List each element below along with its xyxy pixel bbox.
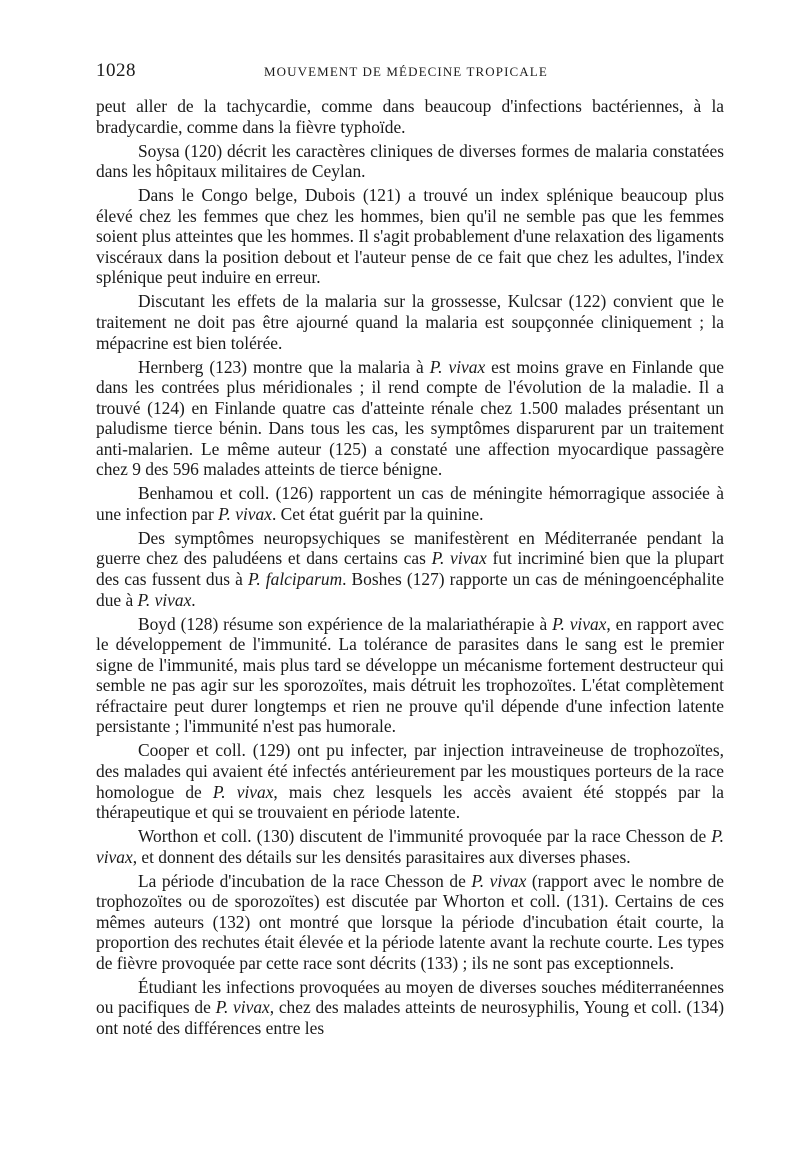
text-run: Worthon et coll. (130) discutent de l'immunité provoquée par la race Chesson de bbox=[138, 826, 712, 847]
italic-species-name: P. falciparum bbox=[247, 569, 343, 590]
text-run: La période d'incubation de la race Chesson de bbox=[138, 870, 472, 891]
paragraph bbox=[96, 141, 724, 182]
text-run: . Boshes (127) rapporte un cas de méningoencéphalite due à bbox=[96, 569, 724, 610]
paragraph bbox=[96, 614, 724, 737]
paragraph bbox=[96, 291, 724, 353]
text-run: Dans le Congo belge, Dubois (121) a trouvé un index splénique beaucoup plus élevé chez les femmes que chez les hommes, bien qu'il ne semble pas que les femmes soient plus atteintes que les hommes. Il s'agit probablement d'une relaxation des ligaments viscéraux dans la position debout et l'auteur pense de ce fait que chez les adultes, l'index splénique peut induire en erreur. bbox=[96, 185, 724, 288]
italic-species-name: P. vivax bbox=[431, 548, 487, 569]
italic-species-name: P. vivax bbox=[429, 356, 486, 377]
italic-species-name: P. vivax bbox=[552, 613, 607, 634]
text-run: (rapport avec le nombre de trophozoïtes ou de sporozoïtes) est discutée par Whorton et coll. (131). Certains de ces mêmes auteurs (132) ont montré que lorsque la période d'incubation était courte, la proportion des rechutes était élevée et la période latente avant la rechute courte. Les types de fièvre provoquée par cette race sont décrits (133) ; ils ne sont pas exceptionnels. bbox=[96, 870, 724, 973]
body-text bbox=[96, 96, 724, 1042]
page-header bbox=[96, 60, 726, 86]
italic-species-name: P. vivax bbox=[218, 503, 272, 524]
paragraph bbox=[96, 96, 724, 137]
text-run: Des symptômes neuropsychiques se manifestèrent en Méditerranée pendant la guerre chez des paludéens et dans certains cas bbox=[96, 527, 724, 569]
page-number: 1028 bbox=[96, 60, 136, 81]
text-run: fut incriminé bien que la plupart des cas fussent dus à bbox=[96, 548, 724, 590]
text-run: peut aller de la tachycardie, comme dans beaucoup d'infections bactériennes, à la bradycardie, comme dans la fièvre typhoïde. bbox=[96, 96, 724, 137]
text-run: Soysa (120) décrit les caractères cliniques de diverses formes de malaria constatées dans les hôpitaux militaires de Ceylan. bbox=[96, 140, 724, 182]
italic-species-name: P. vivax bbox=[471, 870, 527, 891]
paragraph bbox=[96, 740, 724, 822]
running-title: MOUVEMENT DE MÉDECINE TROPICALE bbox=[264, 64, 548, 79]
paragraph bbox=[96, 483, 724, 524]
paragraph bbox=[96, 528, 724, 610]
text-run: Hernberg (123) montre que la malaria à bbox=[138, 356, 430, 377]
paragraph bbox=[96, 871, 724, 974]
text-run: Étudiant les infections provoquées au moyen de diverses souches méditerranéennes ou pacifiques de bbox=[96, 976, 724, 1018]
text-run: Discutant les effets de la malaria sur la grossesse, Kulcsar (122) convient que le traitement ne doit pas être ajourné quand la malaria est soupçonnée cliniquement ; la mépacrine est bien tolérée. bbox=[96, 291, 724, 353]
italic-species-name: P. vivax bbox=[96, 826, 724, 867]
paragraph bbox=[96, 826, 724, 867]
italic-species-name: P. vivax bbox=[215, 997, 270, 1018]
text-run: , et donnent des détails sur les densités parasitaires aux diverses phases. bbox=[132, 846, 631, 867]
text-run: , chez des malades atteints de neurosyphilis, Young et coll. (134) ont noté des différences entre les bbox=[96, 997, 724, 1039]
italic-species-name: P. vivax bbox=[212, 781, 274, 802]
text-run: Boyd (128) résume son expérience de la malariathérapie à bbox=[138, 613, 553, 634]
paragraph bbox=[96, 185, 724, 288]
paragraph bbox=[96, 357, 724, 480]
italic-species-name: P. vivax bbox=[137, 589, 192, 610]
text-run: . bbox=[191, 589, 196, 610]
text-run: , mais chez lesquels les accès avaient été stoppés par la thérapeutique et qui se trouvaient en période latente. bbox=[96, 781, 724, 823]
text-run: est moins grave en Finlande que dans les contrées plus méridionales ; il rend compte de l'évolution de la maladie. Il a trouvé (124) en Finlande quatre cas d'atteinte rénale chez 1.500 malades présentant un paludisme tierce bénin. Dans tous les cas, les symptômes disparurent par un traitement anti-malarien. Le même auteur (125) a constaté une affection myocardique passagère chez 9 des 596 malades atteints de tierce bénigne. bbox=[96, 356, 724, 480]
text-run: . Cet état guérit par la quinine. bbox=[271, 503, 484, 524]
text-run: , en rapport avec le développement de l'immunité. La tolérance de parasites dans le sang est le premier signe de l'immunité, mais plus tard se développe un mécanisme fortement destructeur qui semble ne pas agir sur les sporozoïtes, mais détruit les trophozoïtes. L'état complètement réfractaire peut durer longtemps et rien ne prouve qu'il dépende d'une infection latente persistante ; l'immunité n'est pas humorale. bbox=[96, 613, 724, 737]
text-run: Cooper et coll. (129) ont pu infecter, par injection intraveineuse de trophozoïtes, des malades qui avaient été infectés antérieurement par les moustiques porteurs de la race homologue de bbox=[96, 740, 724, 802]
paragraph bbox=[96, 977, 724, 1039]
text-run: Benhamou et coll. (126) rapportent un cas de méningite hémorragique associée à une infection par bbox=[96, 483, 724, 524]
